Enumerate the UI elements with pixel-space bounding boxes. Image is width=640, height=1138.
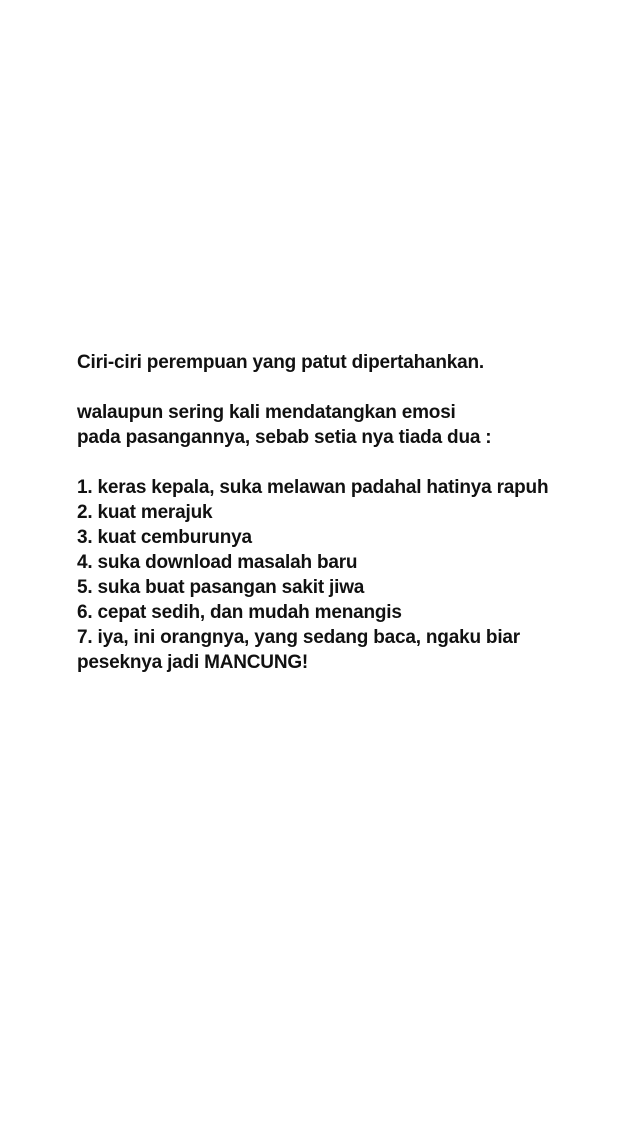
list-item: 4. suka download masalah baru bbox=[77, 552, 358, 573]
list-item: 1. keras kepala, suka melawan padahal hatinya rapuh bbox=[77, 477, 549, 498]
list-item-continuation: peseknya jadi MANCUNG! bbox=[77, 652, 309, 673]
list-item: 5. suka buat pasangan sakit jiwa bbox=[77, 577, 365, 598]
list-item: 7. iya, ini orangnya, yang sedang baca, ngaku biar bbox=[77, 627, 520, 648]
spacer bbox=[77, 450, 617, 475]
intro-line-1: walaupun sering kali mendatangkan emosi bbox=[77, 402, 456, 423]
list-item: 3. kuat cemburunya bbox=[77, 527, 252, 548]
spacer bbox=[77, 375, 617, 400]
post-text bbox=[77, 350, 617, 675]
intro-line-2: pada pasangannya, sebab setia nya tiada dua : bbox=[77, 427, 492, 448]
post-title: Ciri-ciri perempuan yang patut dipertahankan. bbox=[77, 352, 484, 373]
list-item: 6. cepat sedih, dan mudah menangis bbox=[77, 602, 402, 623]
list-item: 2. kuat merajuk bbox=[77, 502, 213, 523]
